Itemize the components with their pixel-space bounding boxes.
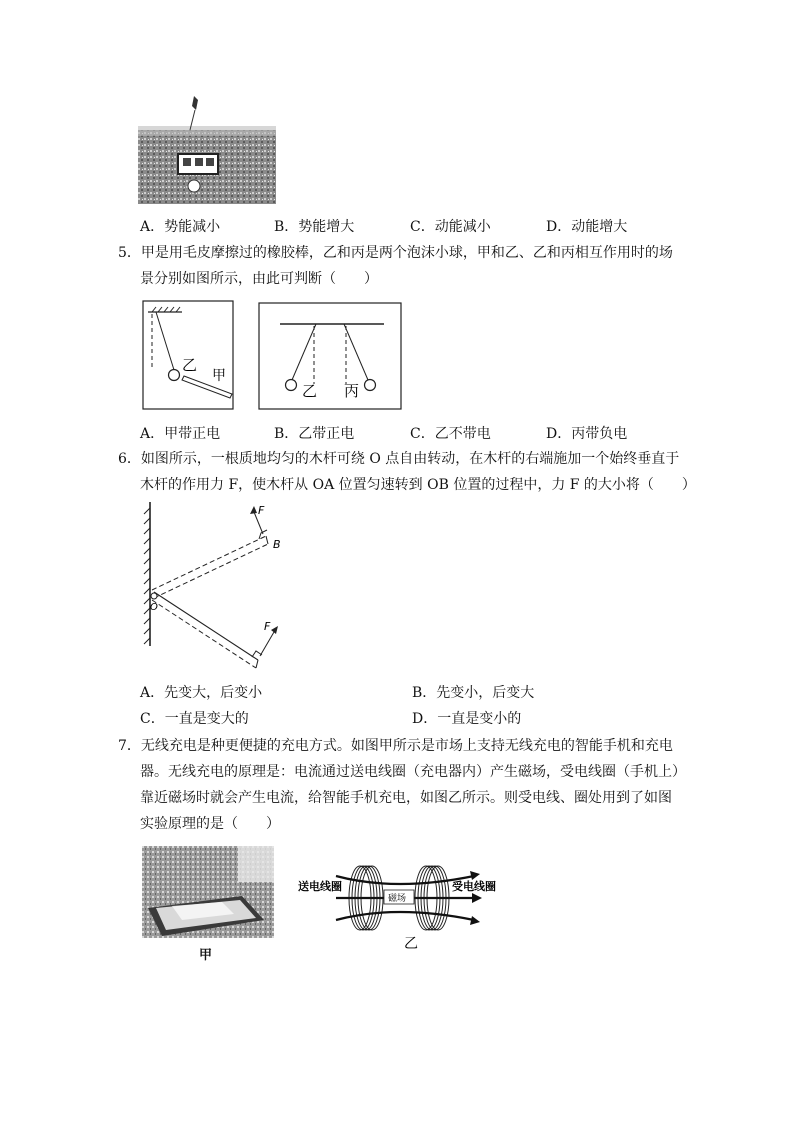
q6-stem-line1: 6．如图所示，一根质地均匀的木杆可绕 O 点自由转动，在木杆的右端施加一个始终垂直于 [118, 451, 680, 467]
q7-label-send-coil: 送电线圈 [298, 880, 342, 893]
q4-option-d[interactable]: D．动能增大 [546, 219, 628, 235]
q6-option-c[interactable]: C．一直是变大的 [140, 711, 249, 727]
q5-stem-line2: 景分别如图所示，由此可判断（ ） [140, 271, 378, 287]
q5-stem-line1: 5．甲是用毛皮摩擦过的橡胶棒，乙和丙是两个泡沫小球，甲和乙、乙和丙相互作用时的场 [118, 245, 673, 261]
q5-figure-left [142, 300, 234, 410]
q7-stem-line2: 器。无线充电的原理是：电流通过送电线圈（充电器内）产生磁场，受电线圈（手机上） [140, 764, 686, 780]
q4-cablecar-photo [138, 96, 276, 204]
q6-label-f-top: F [258, 504, 265, 517]
q5-figure-right [258, 302, 402, 410]
q5-label-yi2: 乙 [302, 382, 318, 400]
q6-option-d[interactable]: D．一直是变小的 [412, 711, 522, 727]
q4-option-b[interactable]: B．势能增大 [274, 219, 355, 235]
q7-stem-line3: 靠近磁场时就会产生电流，给智能手机充电，如图乙所示。则受电线、圈处用到了如图 [140, 790, 672, 806]
q6-label-f-bottom: F [264, 620, 271, 633]
q7-coil-diagram [296, 858, 506, 950]
q7-stem-line4: 实验原理的是（ ） [140, 816, 280, 832]
q6-label-b: B [273, 538, 281, 551]
q6-label-o: O [150, 602, 158, 613]
q5-label-jia: 甲 [212, 368, 226, 384]
q4-option-c[interactable]: C．动能减小 [410, 219, 491, 235]
q5-option-a[interactable]: A．甲带正电 [140, 426, 221, 442]
q7-label-yi: 乙 [404, 936, 418, 950]
q7-label-field: 磁场 [388, 894, 407, 904]
q6-option-a[interactable]: A．先变大，后变小 [140, 685, 263, 701]
q5-option-d[interactable]: D．丙带负电 [546, 426, 628, 442]
q6-stem-line2: 木杆的作用力 F，使木杆从 OA 位置匀速转到 OB 位置的过程中，力 F 的大小将（ ） [140, 477, 696, 493]
q5-label-bing: 丙 [344, 382, 360, 400]
q5-label-yi: 乙 [182, 356, 198, 374]
q6-lever-figure [140, 500, 290, 672]
q5-option-c[interactable]: C．乙不带电 [410, 426, 491, 442]
q7-phone-charger-photo [142, 846, 274, 938]
q7-label-recv-coil: 受电线圈 [452, 880, 496, 893]
q7-stem-line1: 7．无线充电是种更便捷的充电方式。如图甲所示是市场上支持无线充电的智能手机和充电 [118, 738, 673, 754]
q5-option-b[interactable]: B．乙带正电 [274, 426, 355, 442]
q6-option-b[interactable]: B．先变小，后变大 [412, 685, 535, 701]
q4-option-a[interactable]: A．势能减小 [140, 219, 221, 235]
q7-label-jia: 甲 [199, 948, 213, 963]
